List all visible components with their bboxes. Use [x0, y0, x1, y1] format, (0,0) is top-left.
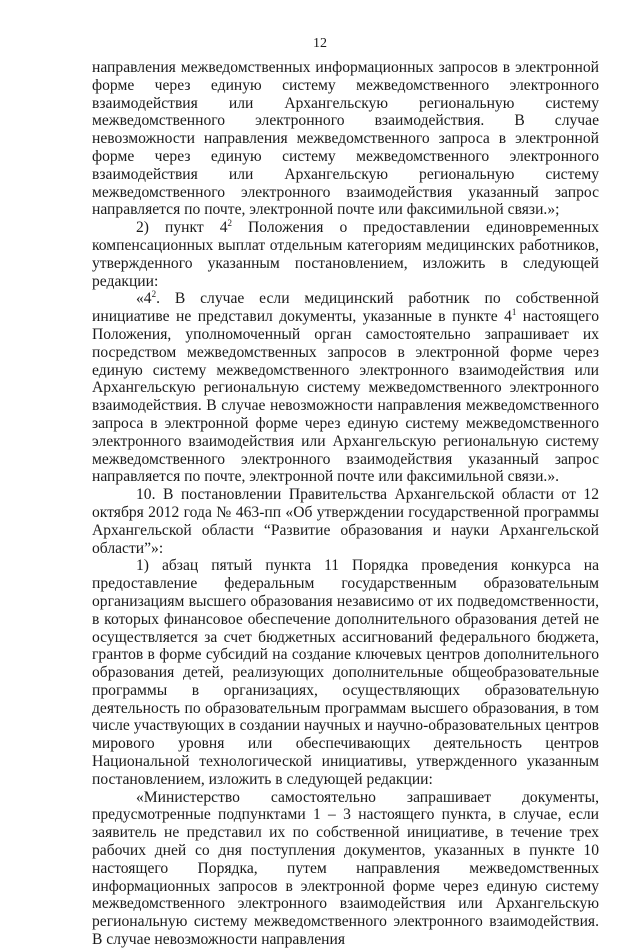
page-number: 12 [313, 36, 327, 51]
paragraph-item-2-pre: 2) пункт 4 [136, 219, 228, 237]
paragraph-item-2-post: Положения о предоставлении единовременных компенсационных выплат отдельным категориям медицинских работников, утвержденного указанным постановлением, изложить в следующей редакции: [92, 219, 599, 290]
superscript: 2 [227, 217, 233, 228]
paragraph-quoted-point-post: настоящего Положения, уполномоченный орган самостоятельно запрашивает их посредством межведомственных запросов в электронной форме через единую систему межведомственного электронного взаимодействия или Архангельскую региональную систему межведомственного электронного взаимодействия. В случае невозможности направления межведомственного запроса в электронной форме через единую систему межведомственного электронного взаимодействия или Архангельскую региональную систему межведомственного электронного взаимодействия указанный запрос направляется по почте, электронной почте или факсимильной связи.». [92, 308, 599, 486]
paragraph-item-2 [92, 219, 599, 290]
superscript: 2 [151, 289, 157, 300]
document-body [92, 59, 599, 949]
superscript: 1 [511, 306, 517, 317]
paragraph-quoted-point [92, 290, 599, 486]
paragraph-continuation: направления межведомственных информационных запросов в электронной форме через единую систему межведомственного электронного взаимодействия или Архангельскую региональную систему межведомственного электронного взаимодействия. В случае невозможности направления межведомственного запроса в электронной форме через единую систему межведомственного электронного взаимодействия или Архангельскую региональную систему межведомственного электронного взаимодействия указанный запрос направляется по почте, электронной почте или факсимильной связи.»; [92, 59, 599, 219]
paragraph-quoted-point-pre: «4 [136, 290, 152, 308]
paragraph-item-10: 10. В постановлении Правительства Архангельской области от 12 октября 2012 года № 463-пп «Об утверждении государственной программы Архангельской области “Развитие образования и науки Архангельской области”»: [92, 486, 599, 557]
paragraph-quoted-point-mid: . В случае если медицинский работник по собственной инициативе не представил документы, указанные в пункте 4 [92, 290, 599, 326]
paragraph-quoted-ministry: «Министерство самостоятельно запрашивает документы, предусмотренные подпунктами 1 – 3 настоящего пункта, в случае, если заявитель не представил их по собственной инициативе, в течение трех рабочих дней со дня поступления документов, указанных в пункте 10 настоящего Порядка, путем направления межведомственных информационных запросов в электронной форме через единую систему межведомственного электронного взаимодействия или Архангельскую региональную систему межведомственного электронного взаимодействия. В случае невозможности направления [92, 788, 599, 949]
paragraph-subitem-1: 1) абзац пятый пункта 11 Порядка проведения конкурса на предоставление федеральным государственным образовательным организациям высшего образования независимо от их подведомственности, в которых финансовое обеспечение дополнительного образования детей не осуществляется за счет бюджетных ассигнований федерального бюджета, грантов в форме субсидий на создание ключевых центров дополнительного образования детей, реализующих дополнительные общеобразовательные программы в организациях, осуществляющих образовательную деятельность по образовательным программам высшего образования, в том числе участвующих в создании научных и научно-образовательных центров мирового уровня или обеспечивающих деятельность центров Национальной технологической инициативы, утвержденного указанным постановлением, изложить в следующей редакции: [92, 557, 600, 788]
